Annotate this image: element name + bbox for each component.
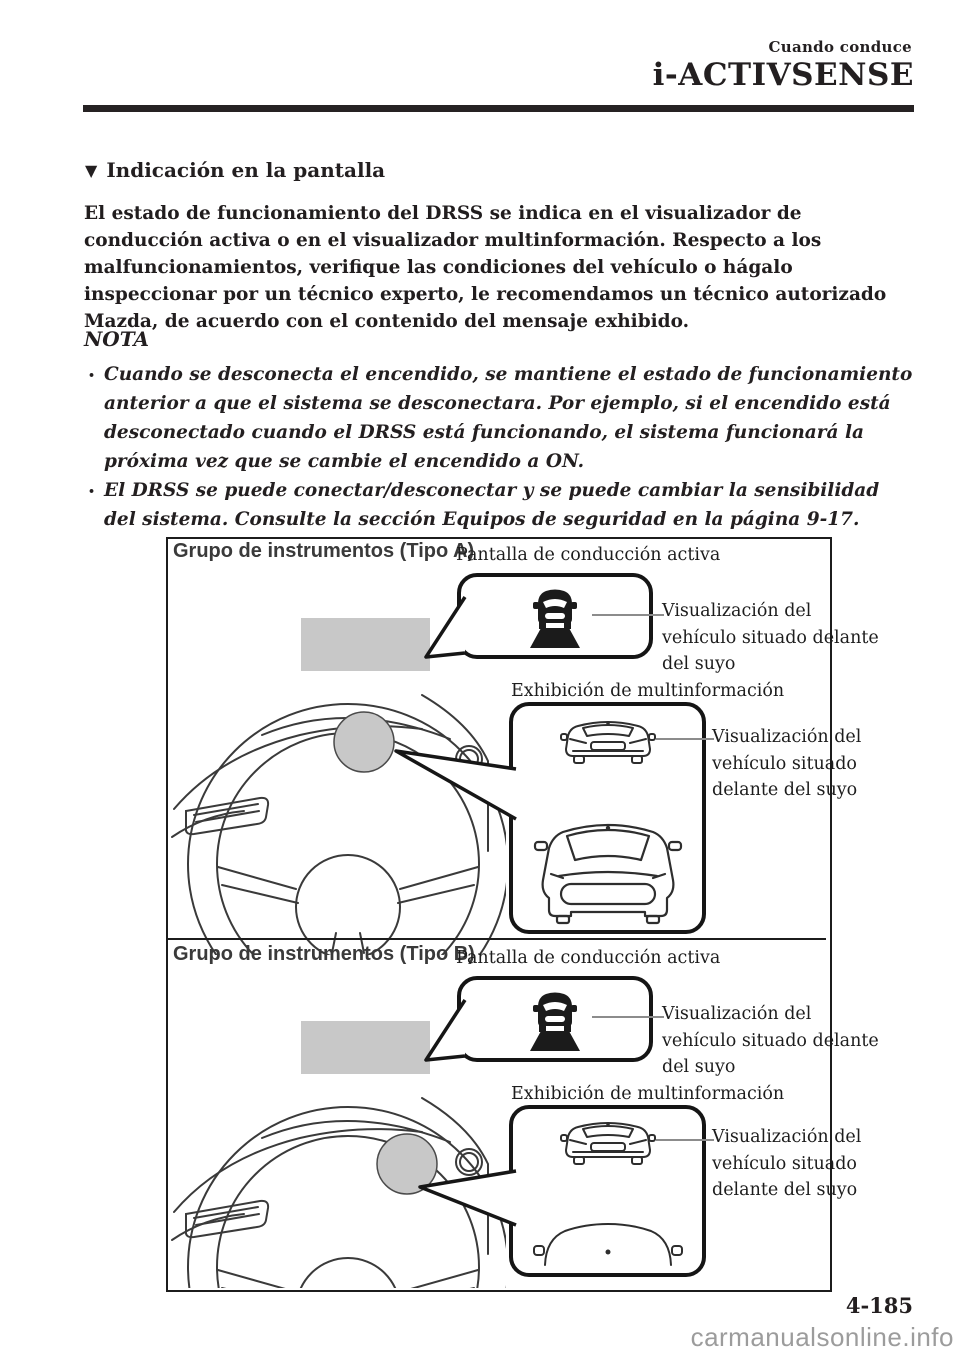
note-bullet-text: El DRSS se puede conectar/desconectar y se puede cambiar la sensibilidad del sistema. Consulte la sección Equipos de seguridad en la página 9-17. — [104, 480, 880, 530]
panel-b-active-display-callout: Visualización del vehículo situado delante del suyo — [662, 1004, 879, 1077]
panel-a-active-display-box — [457, 573, 653, 659]
panel-a-multiinfo-screen-highlight — [334, 712, 394, 772]
own-vehicle-rear-outline-icon — [533, 814, 683, 926]
header-rule — [83, 105, 914, 112]
body-paragraph: El estado de funcionamiento del DRSS se indica en el visualizador de conducción activa o en el visualizador multinformación. Respecto a los malfuncionamientos, verifique las condiciones del vehículo o hágalo inspeccionar por un técnico experto, le recomendamos un técnico autorizado Mazda, de acuerdo con el contenido del mensaje exhibido. — [84, 203, 887, 332]
panel-a-multi-display-box — [509, 702, 706, 934]
panel-b-cluster-screen — [301, 1021, 430, 1074]
panel-b-active-display-box — [457, 976, 653, 1062]
header-title: i-ACTIVSENSE — [652, 57, 914, 93]
panel-b-active-display-label: Pantalla de conducción activa — [456, 948, 721, 968]
panel-b-multi-display-label: Exhibición de multinformación — [511, 1084, 785, 1104]
header-chapter: Cuando conduce — [768, 38, 912, 56]
section-heading-text: Indicación en la pantalla — [106, 158, 386, 182]
panel-b-steering-wheel-illustration — [170, 1092, 506, 1288]
panel-b-multiinfo-screen-highlight — [377, 1134, 437, 1194]
vehicle-ahead-outline-icon — [560, 716, 656, 768]
panel-a-active-display-label: Pantalla de conducción activa — [456, 545, 721, 565]
note-bullet-text: Cuando se desconecta el encendido, se mantiene el estado de funcionamiento anterior a que el sistema se desconectara. Por ejemplo, si el encendido está desconectado cuando el DRSS está funcionando, el sistema funcionará la próxima vez que se cambie el encendido a ON. — [104, 364, 913, 472]
panel-a-multi-display-callout: Visualización del vehículo situado delante del suyo — [712, 727, 862, 800]
panel-a-multi-display-label: Exhibición de multinformación — [511, 681, 785, 701]
vehicle-ahead-filled-icon — [518, 583, 592, 649]
section-heading — [85, 158, 385, 182]
note-label: NOTA — [84, 327, 150, 351]
own-vehicle-hood-outline-icon — [533, 1219, 683, 1267]
panel-a-steering-wheel-illustration — [170, 689, 506, 955]
panel-b-heading: Grupo de instrumentos (Tipo B) — [173, 943, 475, 965]
panel-a-active-display-callout: Visualización del vehículo situado delante del suyo — [662, 601, 879, 674]
vehicle-ahead-filled-icon — [518, 986, 592, 1052]
panel-a-cluster-screen — [301, 618, 430, 671]
panel-a-heading: Grupo de instrumentos (Tipo A) — [173, 540, 475, 562]
triangle-marker-icon: ▼ — [85, 161, 98, 180]
watermark: carmanualsonline.info — [690, 1322, 954, 1352]
bullet-icon: • — [88, 369, 96, 382]
page-number: 4-185 — [845, 1293, 913, 1318]
panel-divider — [168, 938, 826, 940]
panel-b-multi-display-callout: Visualización del vehículo situado delante del suyo — [712, 1127, 862, 1200]
bullet-icon: • — [88, 485, 96, 498]
note-bullet-item — [88, 360, 916, 476]
vehicle-ahead-outline-icon — [560, 1117, 656, 1169]
note-bullet-list — [88, 360, 916, 534]
panel-b-multi-display-box — [509, 1105, 706, 1277]
note-bullet-item — [88, 476, 916, 534]
